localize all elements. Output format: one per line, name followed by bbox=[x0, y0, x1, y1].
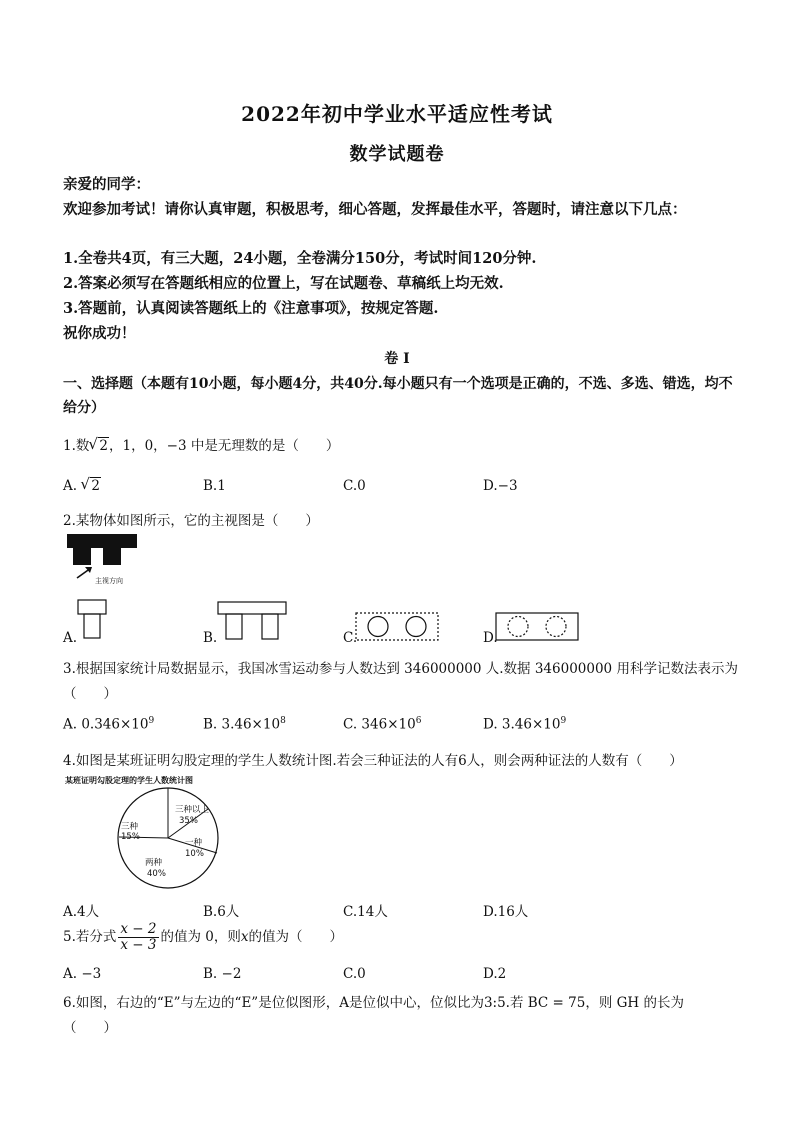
view-direction-label: 主视方向 bbox=[95, 577, 123, 585]
exam-subtitle: 数学试题卷 bbox=[349, 144, 445, 165]
question-4-stem: 4.如图是某班证明勾股定理的学生人数统计图.若会三种证法的人有6人，则会两种证法的人数有（ ） bbox=[63, 753, 683, 769]
q2-option-a-figure bbox=[76, 598, 112, 642]
q2-option-a[interactable]: A. bbox=[63, 630, 78, 646]
intro-note-1: 1.全卷共4页，有三大题，24小题，全卷满分150分，考试时间120分钟. bbox=[63, 250, 537, 267]
pie-chart-title: 某班证明勾股定理的学生人数统计图 bbox=[65, 776, 193, 785]
q5-option-c[interactable]: C.0 bbox=[343, 966, 366, 982]
exam-title: 2022年初中学业水平适应性考试 bbox=[241, 102, 553, 126]
section-heading: 一、选择题（本题有10小题，每小题4分，共40分.每小题只有一个选项是正确的，不选、多选、错选，均不给分） bbox=[63, 376, 733, 416]
question-5-stem: 5.若分式 $\frac{x - 2}{x - 3}$ 的值为 0，则x的值为（ ） bbox=[63, 921, 344, 953]
question-2-stem: 2.某物体如图所示，它的主视图是（ ） bbox=[63, 513, 319, 529]
q5-option-a[interactable]: A. −3 bbox=[63, 966, 102, 982]
q5-option-d[interactable]: D.2 bbox=[483, 966, 507, 982]
q3-option-d[interactable]: D. $3.46\times 10^9$ bbox=[483, 716, 567, 733]
q4-option-b[interactable]: B.6人 bbox=[203, 904, 240, 920]
q3-option-c[interactable]: C. $346\times 10^6$ bbox=[343, 716, 422, 733]
question-1-stem: 1.数√ 2，1，0，−3 中是无理数的是（ ） bbox=[63, 434, 339, 454]
q2-option-d[interactable]: D. bbox=[483, 630, 498, 646]
q1-option-d[interactable]: D.−3 bbox=[483, 478, 518, 494]
slice-value: 40% bbox=[147, 869, 166, 879]
q2-option-d-figure bbox=[494, 611, 582, 643]
slice-label: 三种 bbox=[121, 822, 139, 832]
slice-value: 10% bbox=[185, 849, 204, 859]
slice-label: 三种以上 bbox=[175, 805, 210, 815]
intro-welcome: 欢迎参加考试！请你认真审题，积极思考，细心答题，发挥最佳水平，答题时，请注意以下几点： bbox=[63, 201, 687, 218]
slice-value: 15% bbox=[121, 832, 140, 842]
question-3-stem-line1: 3.根据国家统计局数据显示，我国冰雪运动参与人数达到 346000000 人.数据 346000000 用科学记数法表示为 bbox=[63, 661, 738, 677]
q1-option-b[interactable]: B.1 bbox=[203, 478, 226, 494]
q4-option-a[interactable]: A.4人 bbox=[63, 904, 100, 920]
q2-option-c[interactable]: C. bbox=[343, 630, 358, 646]
q4-option-d[interactable]: D.16人 bbox=[483, 904, 529, 920]
intro-note-2: 2.答案必须写在答题纸相应的位置上，写在试题卷、草稿纸上均无效. bbox=[63, 275, 504, 292]
question-3-stem-line2: （ ） bbox=[63, 686, 117, 702]
q1-option-a[interactable]: A. √ 2 bbox=[63, 478, 101, 494]
q1-option-c[interactable]: C.0 bbox=[343, 478, 366, 494]
slice-value: 35% bbox=[179, 816, 198, 826]
intro-wish: 祝你成功！ bbox=[63, 325, 136, 342]
q3-option-b[interactable]: B. $3.46\times 10^8$ bbox=[203, 716, 286, 733]
q2-option-c-figure bbox=[354, 611, 442, 643]
q4-option-c[interactable]: C.14人 bbox=[343, 904, 388, 920]
slice-label: 两种 bbox=[145, 858, 163, 868]
object-3d-figure bbox=[63, 530, 153, 590]
volume-label: 卷 I bbox=[384, 351, 410, 367]
pie-chart bbox=[63, 773, 253, 893]
intro-note-3: 3.答题前，认真阅读答题纸上的《注意事项》，按规定答题. bbox=[63, 300, 439, 317]
fraction: $\frac{x - 2}{x - 3}$ bbox=[120, 921, 157, 953]
q5-option-b[interactable]: B. −2 bbox=[203, 966, 242, 982]
slice-label: 一种 bbox=[185, 838, 203, 848]
intro-greeting: 亲爱的同学： bbox=[63, 176, 150, 193]
sqrt-symbol: √ 2 bbox=[89, 438, 109, 454]
q3-option-a[interactable]: A. $0.346\times 10^9$ bbox=[63, 716, 155, 733]
q2-option-b[interactable]: B. bbox=[203, 630, 218, 646]
q2-option-b-figure bbox=[216, 600, 290, 642]
question-6-stem-line1: 6.如图，右边的“E”与左边的“E”是位似图形，A是位似中心，位似比为3:5.若 BC = 75，则 GH 的长为 bbox=[63, 995, 684, 1011]
question-6-stem-line2: （ ） bbox=[63, 1020, 117, 1036]
